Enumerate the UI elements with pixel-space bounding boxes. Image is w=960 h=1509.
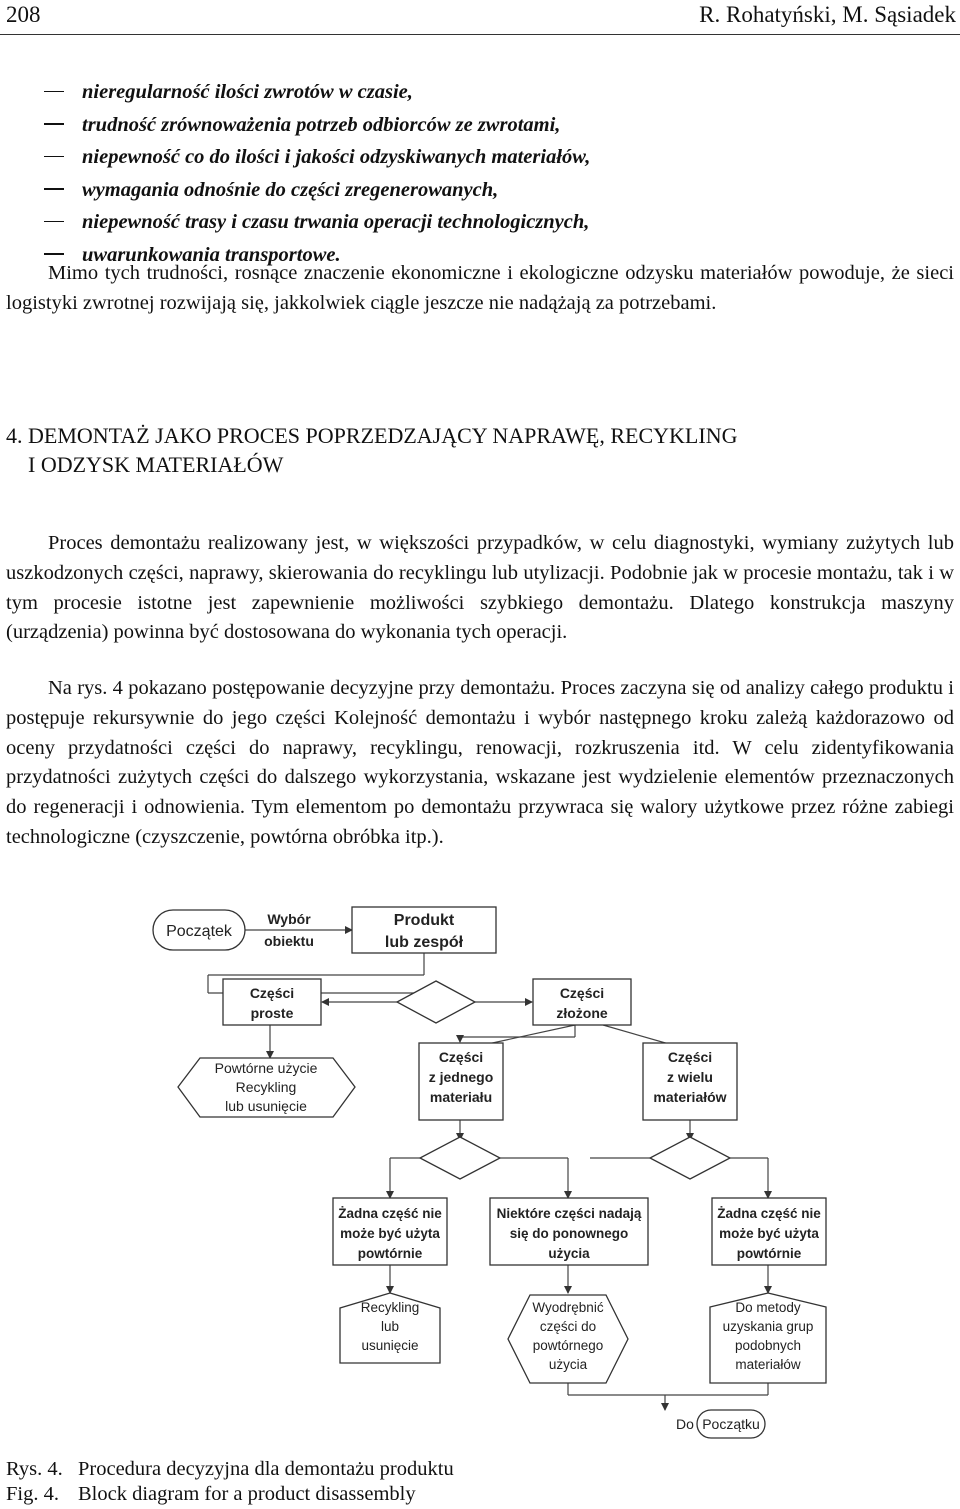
caption-label: Fig. 4. xyxy=(6,1483,59,1505)
running-title: R. Rohatyński, M. Sąsiadek xyxy=(699,2,956,27)
product-label-1: Produkt xyxy=(393,912,455,929)
bullet-list xyxy=(44,76,944,271)
end-prefix-label: Do xyxy=(676,1416,694,1432)
some-mid-label-3: użycia xyxy=(548,1246,590,1261)
list-item: wymagania odnośnie do części zregenerowanych, xyxy=(44,174,944,207)
select-label-1: Wybór xyxy=(267,911,311,927)
multi-label-3: materiałów xyxy=(653,1089,727,1105)
none-right-label-2: może być użyta xyxy=(719,1226,819,1241)
some-mid-label-2: się do ponownego xyxy=(509,1226,629,1241)
section-heading xyxy=(6,421,954,479)
caption-text: Procedura decyzyjna dla demontażu produktu xyxy=(78,1458,454,1480)
paragraph-intro: Mimo tych trudności, rosnące znaczenie ekonomiczne i ekologiczne odzysku materiałów powoduje, że sieci logistyki zwrotnej rozwijają się, jakkolwiek ciągle jeszcze nie nadążają za potrzebami. xyxy=(6,262,954,314)
page-header xyxy=(0,0,960,35)
none-left-label-1: Żadna część nie xyxy=(338,1206,442,1221)
recycle-label-1: Recykling xyxy=(360,1300,420,1315)
single-label-2: z jednego xyxy=(428,1069,494,1085)
start-label: Początek xyxy=(166,923,232,940)
complex-label-1: Części xyxy=(559,985,605,1001)
figure-caption-pl xyxy=(6,1456,454,1483)
list-item: uwarunkowania transportowe. xyxy=(44,239,944,272)
reuse-label-1: Powtórne użycie xyxy=(214,1060,318,1076)
separate-label-2: części do xyxy=(539,1319,597,1334)
simple-label-1: Części xyxy=(249,985,295,1001)
complex-label-2: złożone xyxy=(556,1005,608,1021)
page-number: 208 xyxy=(6,2,41,27)
none-right-label-3: powtórnie xyxy=(736,1246,802,1261)
simple-label-2: proste xyxy=(250,1005,294,1021)
figure-caption-en xyxy=(6,1481,416,1508)
caption-label: Rys. 4. xyxy=(6,1458,63,1480)
none-right-label-1: Żadna część nie xyxy=(717,1206,821,1221)
decision-4 xyxy=(650,1137,730,1179)
select-label-2: obiektu xyxy=(264,933,314,949)
groups-label-2: uzyskania grup xyxy=(722,1319,814,1334)
single-label-1: Części xyxy=(438,1049,484,1065)
caption-text: Block diagram for a product disassembly xyxy=(78,1483,416,1505)
separate-label-4: użycia xyxy=(548,1357,588,1372)
section-heading-line2: I ODZYSK MATERIAŁÓW xyxy=(28,452,284,477)
recycle-label-3: usunięcie xyxy=(361,1338,419,1353)
single-label-3: materiału xyxy=(429,1089,493,1105)
reuse-label-3: lub usunięcie xyxy=(225,1098,307,1114)
groups-label-3: podobnych xyxy=(734,1338,802,1353)
decision-3 xyxy=(420,1137,500,1179)
decision-1 xyxy=(397,981,475,1023)
reuse-label-2: Recykling xyxy=(235,1079,297,1095)
list-item: niepewność co do ilości i jakości odzyskiwanych materiałów, xyxy=(44,141,944,174)
multi-label-1: Części xyxy=(667,1049,713,1065)
groups-label-4: materiałów xyxy=(735,1357,801,1372)
groups-label-1: Do metody xyxy=(735,1300,801,1315)
separate-label-1: Wyodrębnić xyxy=(532,1300,604,1315)
none-left-label-3: powtórnie xyxy=(357,1246,423,1261)
flowchart-diagram xyxy=(0,895,960,1450)
separate-label-3: powtórnego xyxy=(532,1338,604,1353)
list-item: trudność zrównoważenia potrzeb odbiorców ze zwrotami, xyxy=(44,109,944,142)
some-mid-label-1: Niektóre części nadają xyxy=(496,1206,642,1221)
paragraph-2: Na rys. 4 pokazano postępowanie decyzyjne przy demontażu. Proces zaczyna się od analizy całego produktu i postępuje rekursywnie do jego części Kolejność demontażu i wybór następnego kroku zależą każdorazowo od oceny przydatności części do naprawy, recyklingu, renowacji, rozkruszenia itd. W celu zidentyfikowania przydatności zużytych części do dalszego wykorzystania, wskazane jest wydzielenie elementów przeznaczonych do regeneracji i odnowienia. Tym elementom po demontażu przywraca się walory użytkowe przez różne zabiegi technologiczne (czyszczenie, powtórna obróbka itp.). xyxy=(6,677,954,848)
recycle-label-2: lub xyxy=(380,1319,400,1334)
list-item: nieregularność ilości zwrotów w czasie, xyxy=(44,76,944,109)
end-label: Początku xyxy=(702,1416,760,1432)
paragraph-1: Proces demontażu realizowany jest, w większości przypadków, w celu diagnostyki, wymiany zużytych lub uszkodzonych części, naprawy, skierowania do recyklingu lub utylizacji. Podobnie jak w procesie montażu, tak i w tym procesie istotne jest zapewnienie możliwości szybkiego demontażu. Dlatego konstrukcja maszyny (urządzenia) powinna być dostosowana do wykonania tych operacji. xyxy=(6,532,954,644)
multi-label-2: z wielu xyxy=(667,1069,713,1085)
section-heading-line1: 4. DEMONTAŻ JAKO PROCES POPRZEDZAJĄCY NAPRAWĘ, RECYKLING xyxy=(6,423,738,448)
list-item: niepewność trasy i czasu trwania operacji technologicznych, xyxy=(44,206,944,239)
none-left-label-2: może być użyta xyxy=(340,1226,440,1241)
product-label-2: lub zespół xyxy=(384,934,464,951)
